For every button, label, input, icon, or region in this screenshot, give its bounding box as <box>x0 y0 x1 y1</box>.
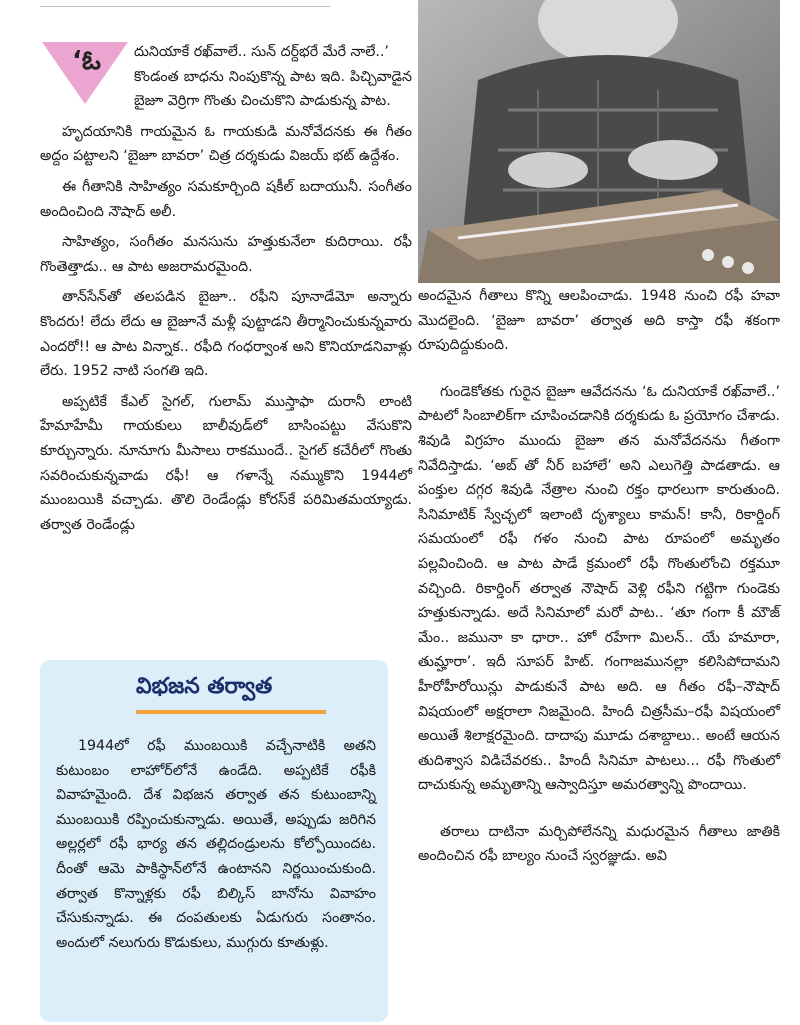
left-column <box>40 0 412 1025</box>
left-paragraph: అప్పటికే కేఎల్ సైగల్, గులామ్ ముస్తాఫా దురానీ లాంటి హేమాహేమీ గాయకులు బాలీవుడ్‌లో బాసింపట్టు వేసుకొని కూర్చున్నారు. నూనూగు మీసాలు రాకముందే.. సైగల్ కచేరీలో గొంతు సవరించుకున్నవాడు రఫీ! ఆ గళాన్నే నమ్ముకొని 1944లో ముంబయికి వచ్చాడు. తొలి రెండేండ్లు కోరస్‌కే పరిమితమయ్యాడు. తర్వాత రెండేండ్లు <box>40 393 412 533</box>
singer-at-harmonium-photo <box>418 0 780 283</box>
sidebox-body: 1944లో రఫీ ముంబయికి వచ్చేనాటికి అతని కుటుంబం లాహోర్‌లోనే ఉండేది. అప్పటికే రఫీకి వివాహమైంది. దేశ విభజన తర్వాత తన కుటుంబాన్ని ముంబయికి రప్పించుకున్నాడు. అయితే, అప్పుడు జరిగిన అల్లర్లలో రఫీ భార్య తన తల్లిదండ్రులను కోల్పోయిందట. దీంతో ఆమె పాకిస్థాన్‌లోనే ఉంటానని నిర్ణయించుకుంది. తర్వాత కొన్నాళ్లకు రఫీ బిల్కిస్ బానోను వివాహం చేసుకున్నాడు. ఈ దంపతులకు ఏడుగురు సంతానం. అందులో నలుగురు కొడుకులు, ముగ్గురు కూతుళ్లు. <box>56 738 376 951</box>
left-paragraph: హృదయానికి గాయమైన ఓ గాయకుడి మనోవేదనకు ఈ గీతం అద్దం పట్టాలని ‘బైజూ బావరా’ చిత్ర దర్శకుడు విజయ్ భట్ ఉద్దేశం. <box>40 123 412 165</box>
dropcap-letter: ‘ఓ <box>72 46 101 76</box>
sidebox-title: విభజన తర్వాత <box>136 674 273 699</box>
left-paragraph: ఈ గీతానికి సాహిత్యం సమకూర్చింది షకీల్ బదాయునీ. సంగీతం అందించింది నౌషాద్ అలీ. <box>40 178 412 220</box>
right-paragraph: గుండెకోతకు గురైన బైజూ ఆవేదనను ‘ఓ దునియాకే రఖ్‌వాలే..’ పాటలో సింబాలిక్‌గా చూపించడానికి దర్శకుడు ఓ ప్రయోగం చేశాడు. శివుడి విగ్రహం ముందు బైజూ తన మనోవేదనను గీతంగా నివేదిస్తాడు. ‘అబ్ తో నీర్ బహాలే’ అని ఎలుగెత్తి పాడతాడు. ఆ పంక్తుల దగ్గర శివుడి నేత్రాల నుంచి రక్తం ధారలుగా కారుతుంది. సినిమాటిక్ స్వేచ్ఛలో ఇలాంటి దృశ్యాలు కామన్! కానీ, రికార్డింగ్ సమయంలో రఫీ గళం నుంచి పాట రూపంలో అమృతం పల్లవించింది. ఆ పాట పాడే క్రమంలో రఫీ గొంతులోంచి రక్తమూ వచ్చింది. రికార్డింగ్ తర్వాత నౌషాద్ వెళ్లి రఫీని గట్టిగా గుండెకు హత్తుకున్నాడు. అదే సినిమాలో మరో పాట.. ‘తూ గంగా కీ మౌజ్ మేం.. జమునా కా ధారా.. హో రహేగా మిలన్.. యే హమారా, తుమ్హారా’. ఇదీ సూపర్ హిట్. గంగాజమునల్లా కలిసిపోదామని హీరోహీరోయిన్లు పాడుకునే పాట అది. ఆ గీతం రఫీ–నౌషాద్ విషయంలో అక్షరాలా నిజమైంది. హిందీ చిత్రసీమ–రఫీ విషయంలో అయితే శిలాక్షరమైంది. దాదాపు మూడు దశాబ్దాలు.. అంటే ఆయన తుదిశ్వాస విడిచేవరకు.. హిందీ సినిమా పాటలు... రఫీ గొంతులో దాచుకున్న అమృతాన్ని ఆస్వాదిస్తూ అమరత్వాన్ని పొందాయి. <box>418 383 780 794</box>
lead-rest: కొండంత బాధను నింపుకొన్న పాట ఇది. పిచ్చివాడైన బైజూ వెర్రిగా గొంతు చించుకొని పాడుకున్న పాట. <box>134 68 412 110</box>
right-column <box>418 0 780 1025</box>
right-paragraph: తరాలు దాటినా మర్చిపోలేనన్ని మధురమైన గీతాలు జాతికి అందించిన రఫీ బాల్యం నుంచే స్వరజ్ఞుడు. అవి <box>418 823 780 865</box>
right-paragraph: అందమైన గీతాలు కొన్ని ఆలపించాడు. 1948 నుంచి రఫీ హవా మొదలైంది. ‘బైజూ బావరా’ తర్వాత అది కాస్తా రఫీ శకంగా రూపుదిద్దుకుంది. <box>418 288 780 354</box>
left-paragraph: తాన్‌సేన్‌తో తలపడిన బైజూ.. రఫీని పూనాడేమో అన్నారు కొందరు! లేదు లేదు ఆ బైజూనే మళ్లీ పుట్టాడని తీర్మానించుకున్నవారు ఎందరో!! ఆ పాట విన్నాక.. రఫీది గంధర్వాంశ అని కొనియాడనివాళ్లు లేరు. 1952 నాటి సంగతి ఇది. <box>40 289 412 380</box>
left-paragraph: సాహిత్యం, సంగీతం మనసును హత్తుకునేలా కుదిరాయి. రఫీ గొంతెత్తాడు.. ఆ పాట అజరామరమైంది. <box>40 234 412 275</box>
sidebar-box <box>40 660 388 1022</box>
lead-first-line: దునియాకే రఖ్‌వాలే.. సున్ దర్ద్‌భరే మేరే నాలే..’ <box>134 44 389 60</box>
dropcap-triangle-icon <box>42 42 128 104</box>
lead-block <box>40 0 412 114</box>
sidebox-title-underline <box>136 710 326 714</box>
